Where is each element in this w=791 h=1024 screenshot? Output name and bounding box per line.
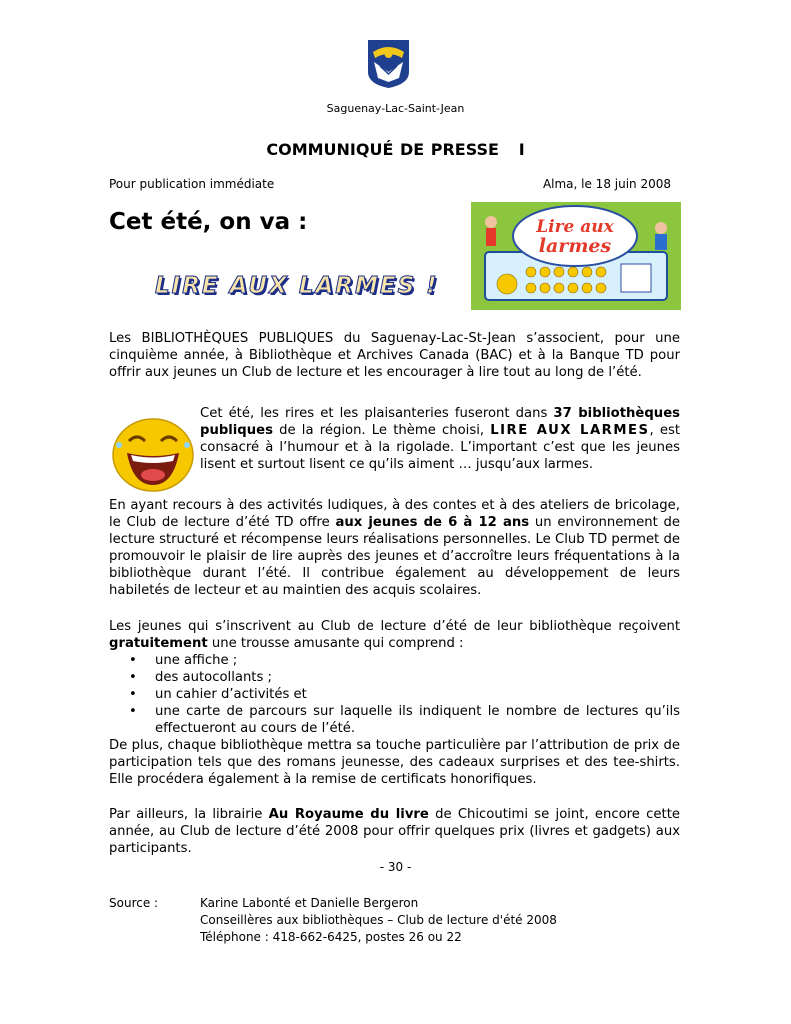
source-line: Conseillères aux bibliothèques – Club de lecture d'été 2008	[200, 913, 557, 927]
p3-bold-age: aux jeunes de 6 à 12 ans	[335, 515, 530, 530]
paragraph-intro: Les BIBLIOTHÈQUES PUBLIQUES du Saguenay-Lac-St-Jean s’associent, pour une cinquième année, à Bibliothèque et Archives Canada (BAC) et à la Banque TD pour offrir aux jeunes un Club de lecture et les encourager à lire tout au long de l’été.	[109, 331, 680, 380]
p2-text-b: de la région. Le thème choisi,	[272, 423, 491, 438]
list-item: • un cahier d’activités et	[129, 687, 307, 702]
paragraph-prizes: De plus, chaque bibliothèque mettra sa touche particulière par l’attribution de prix de participation tels que des romans jeunesse, des cadeaux surprises et des tee-shirts. Elle procédera également à la remise de certificats honorifiques.	[109, 738, 680, 787]
laughing-smiley-image	[107, 415, 197, 493]
publication-note: Pour publication immédiate	[109, 177, 275, 191]
source-line: Karine Labonté et Danielle Bergeron	[200, 896, 419, 910]
p6-text-b: de Chicoutimi se joint, encore cette année, au Club de lecture d’été 2008 pour offrir quelques prix (livres et gadgets) aux participants.	[109, 807, 680, 856]
lire-aux-larmes-banner	[471, 202, 681, 310]
list-item: • une affiche ;	[129, 653, 238, 668]
region-logo	[366, 38, 411, 90]
heading-text: COMMUNIQUÉ DE PRESSE	[266, 140, 499, 159]
page-number: - 30 -	[379, 860, 412, 874]
paragraph-club-td	[109, 497, 680, 599]
press-release-heading	[0, 140, 791, 159]
region-name: Saguenay-Lac-Saint-Jean	[326, 102, 465, 115]
title-line-2: LIRE AUX LARMES !	[155, 273, 439, 299]
p6-text-a: Par ailleurs, la librairie	[109, 807, 269, 822]
p4-bold-free: gratuitement	[109, 636, 208, 651]
banner-text-line-1: Lire aux	[536, 217, 614, 237]
source-line: Téléphone : 418-662-6425, postes 26 ou 22	[200, 930, 462, 944]
paragraph-theme	[200, 405, 680, 473]
bullet-icon: •	[129, 687, 137, 702]
p4-text-b: une trousse amusante qui comprend :	[207, 636, 464, 651]
p6-bold-bookstore: Au Royaume du livre	[268, 807, 429, 822]
paragraph-bookstore	[109, 806, 680, 857]
p2-text-a: Cet été, les rires et les plaisanteries fuseront dans	[200, 406, 554, 421]
publication-row	[109, 177, 671, 191]
title-line-1: Cet été, on va :	[109, 209, 308, 235]
source-label: Source :	[109, 896, 159, 910]
kit-list	[109, 652, 680, 737]
p3-text-b: un environnement de lecture structuré et récompense leurs réalisations personnelles. Le Club TD permet de promouvoir le plaisir de lire auprès des jeunes et d’accroître leurs fréquentations à la bibliothèque durant l’été. Il contribue également au développement de leurs habiletés de lecteur et au maintien des acquis scolaires.	[109, 515, 681, 598]
bullet-icon: •	[129, 704, 137, 719]
source-lines	[200, 895, 620, 946]
list-item: • des autocollants ;	[129, 670, 272, 685]
p4-intro	[109, 618, 680, 652]
place-date: Alma, le 18 juin 2008	[542, 177, 671, 191]
list-item: • une carte de parcours sur laquelle ils indiquent le nombre de lectures qu’ils effectueront au cours de l’été.	[129, 704, 680, 736]
p2-text-c: , est consacré à l’humour et à la rigolade. L’important c’est que les jeunes lisent et surtout lisent ce qu’ils aiment … jusqu’aux larmes.	[200, 423, 680, 472]
bullet-icon: •	[129, 670, 137, 685]
banner-text-line-2: larmes	[538, 235, 612, 257]
paragraph-kit	[109, 618, 680, 788]
bullet-icon: •	[129, 653, 137, 668]
heading-mark: I	[518, 140, 525, 159]
p2-bold-libraries: 37 bibliothèques publiques	[200, 406, 680, 438]
p2-bold-theme: LIRE AUX LARMES	[490, 423, 650, 438]
p4-text-a: Les jeunes qui s’inscrivent au Club de lecture d’été de leur bibliothèque reçoivent	[109, 619, 680, 634]
p3-text-a: En ayant recours à des activités ludiques, à des contes et à des ateliers de bricolage, le Club de lecture d’été TD offre	[109, 498, 680, 530]
